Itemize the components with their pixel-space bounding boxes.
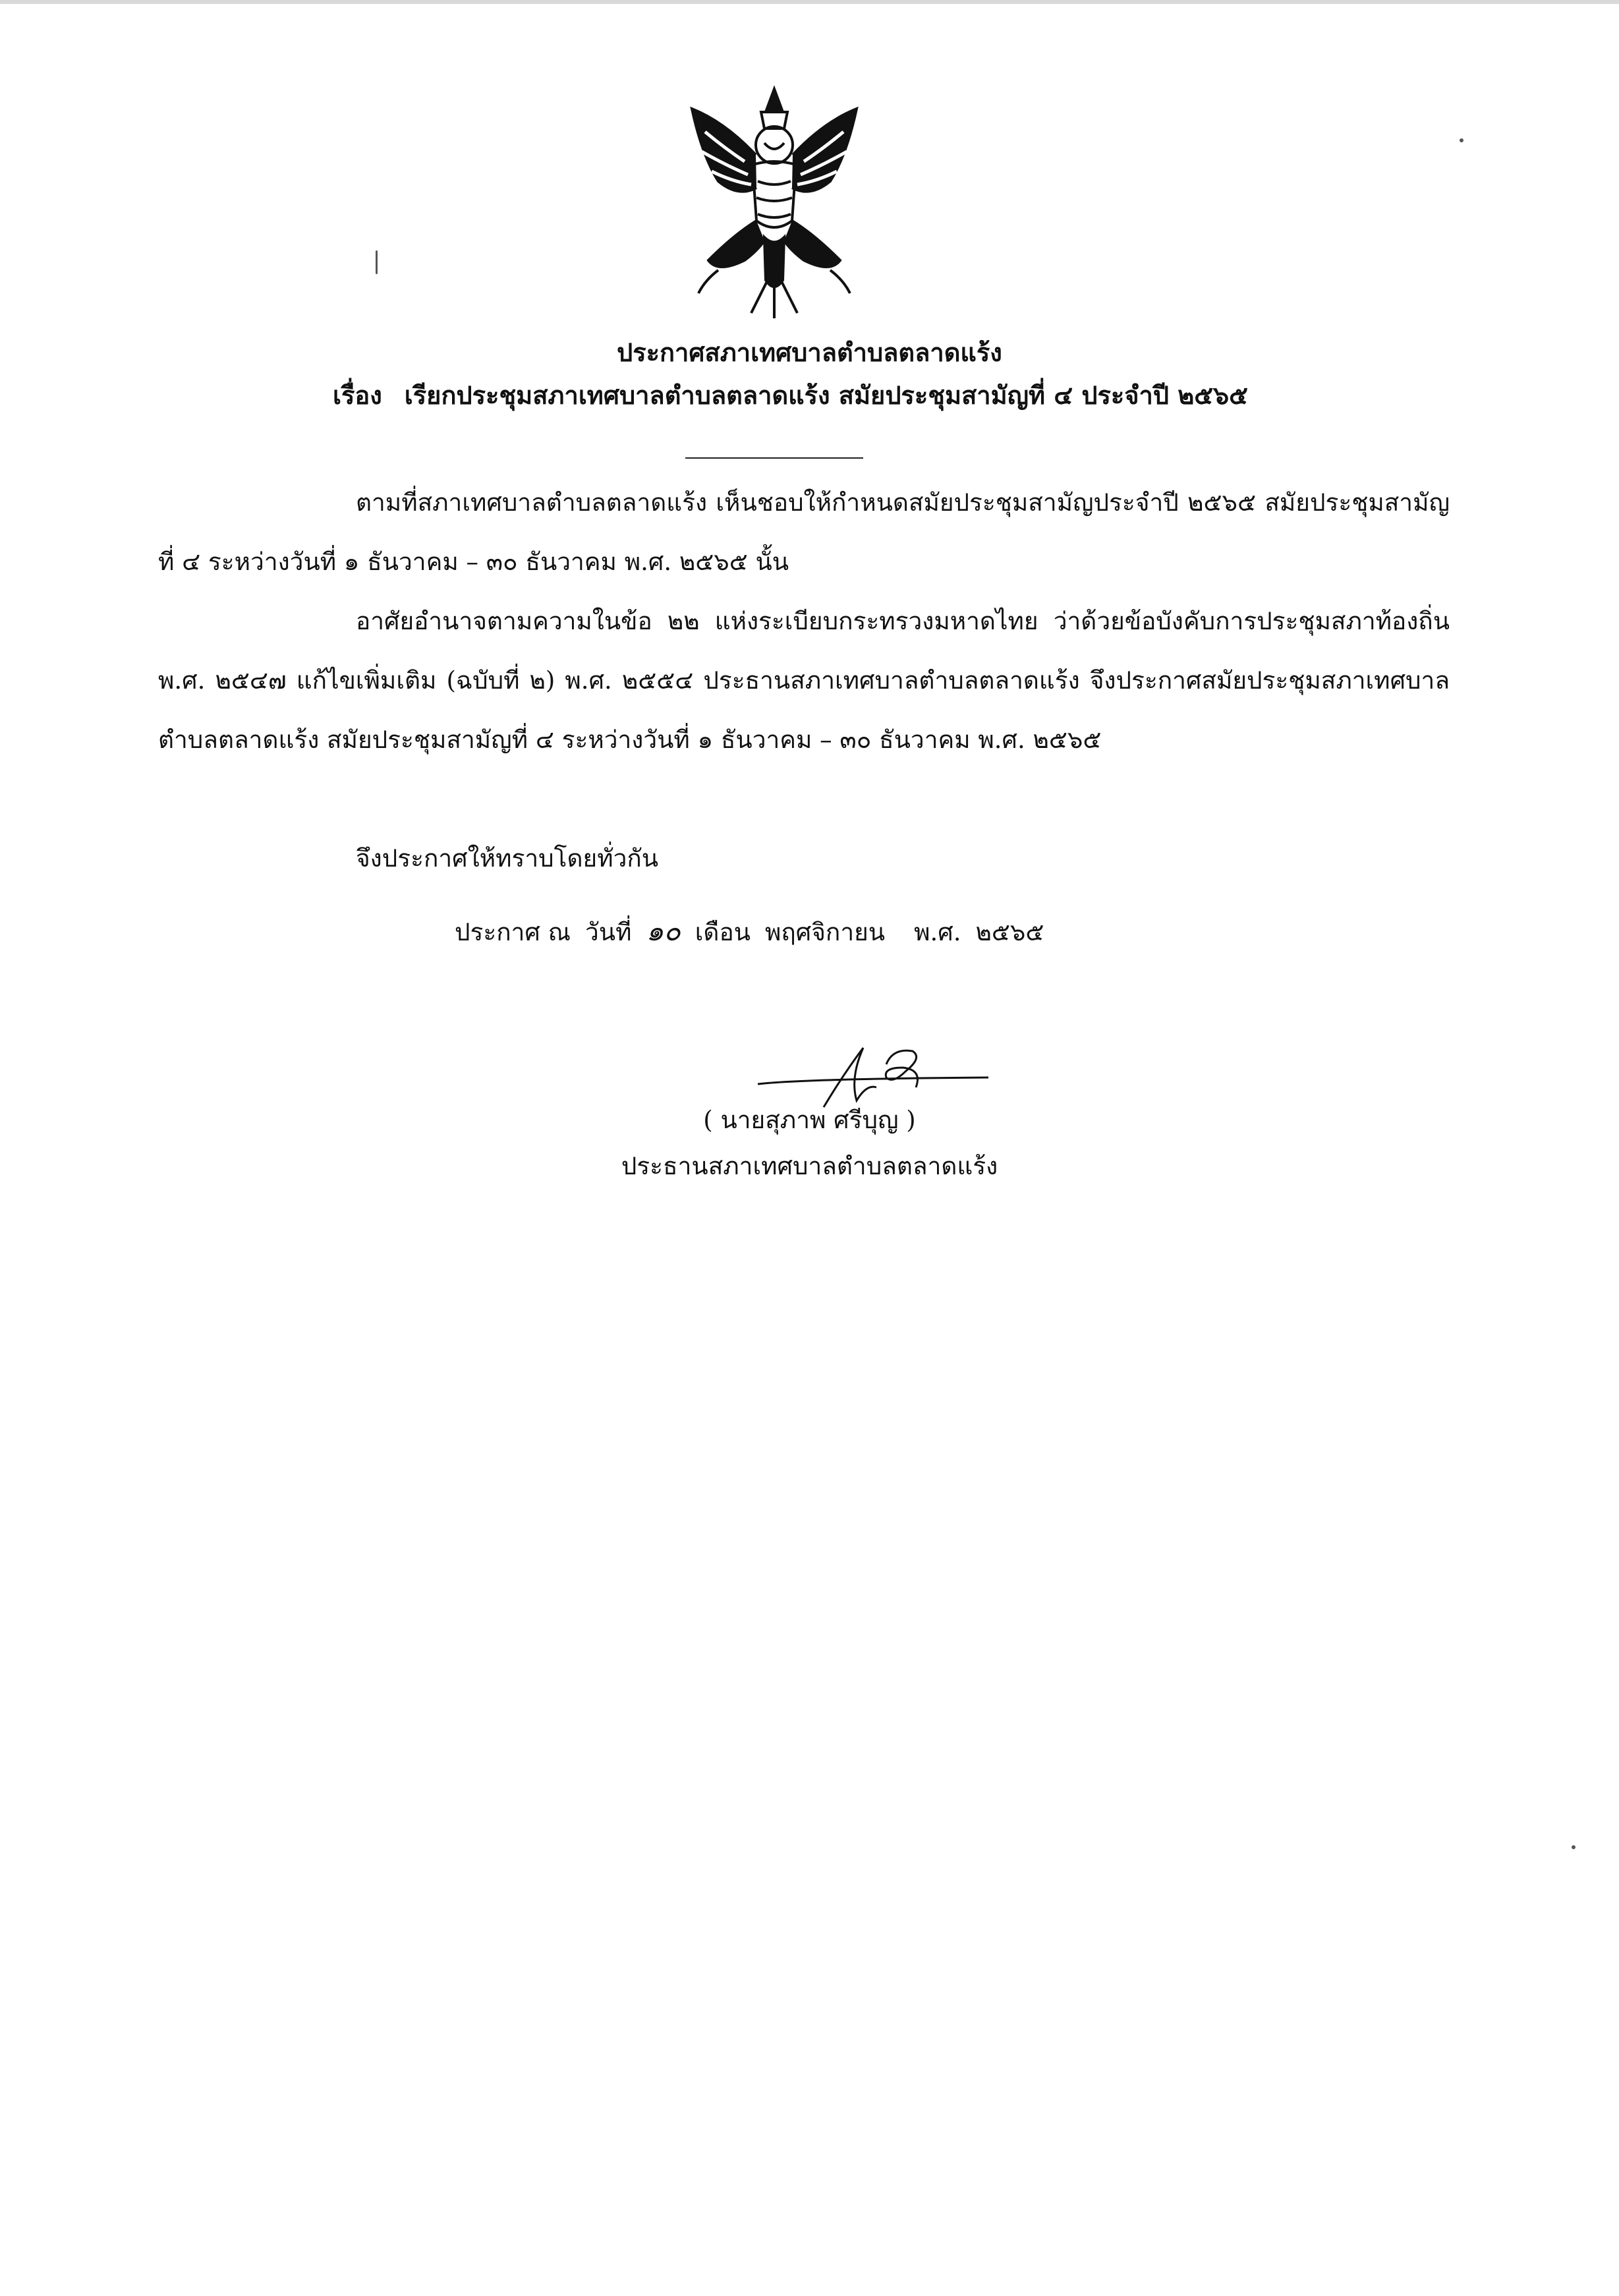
paragraph-2 (158, 592, 1450, 770)
subject-line (333, 376, 1453, 415)
divider-rule (685, 457, 863, 459)
paragraph-2-text: อาศัยอำนาจตามความในข้อ ๒๒ แห่งระเบียบกระทรวงมหาดไทย ว่าด้วยข้อบังคับการประชุมสภาท้องถิ่น พ.ศ. ๒๕๔๗ แก้ไขเพิ่มเติม (ฉบับที่ ๒) พ.ศ. ๒๕๕๔ ประธานสภาเทศบาลตำบลตลาดแร้ง จึงประกาศสมัยประชุมสภาเทศบาลตำบลตลาดแร้ง สมัยประชุมสามัญที่ ๔ ระหว่างวันที่ ๑ ธันวาคม – ๓๐ ธันวาคม พ.ศ. ๒๕๖๕ (158, 607, 1450, 754)
announce-date-line (455, 902, 1044, 962)
year-label: พ.ศ. (914, 918, 961, 946)
month-value: พฤศจิกายน (764, 918, 886, 946)
paragraph-3: จึงประกาศให้ทราบโดยทั่วกัน (356, 844, 659, 873)
signer-name: ( นายสุภาพ ศรีบุญ ) (703, 1106, 916, 1134)
subject-label: เรื่อง (333, 380, 382, 410)
signature-icon (751, 1038, 988, 1110)
announcement-title: ประกาศสภาเทศบาลตำบลตลาดแร้ง (617, 337, 1002, 367)
month-label: เดือน (695, 918, 751, 946)
scan-edge (0, 0, 1619, 4)
subject-text: เรียกประชุมสภาเทศบาลตำบลตลาดแร้ง สมัยประชุมสามัญที่ ๔ ประจำปี ๒๕๖๕ (404, 380, 1248, 410)
signer-position: ประธานสภาเทศบาลตำบลตลาดแร้ง (621, 1152, 998, 1180)
paragraph-1-text: ตามที่สภาเทศบาลตำบลตลาดแร้ง เห็นชอบให้กำหนดสมัยประชุมสามัญประจำปี ๒๕๖๕ สมัยประชุมสามัญที่ ๔ ระหว่างวันที่ ๑ ธันวาคม – ๓๐ ธันวาคม พ.ศ. ๒๕๖๕ นั้น (158, 488, 1450, 576)
paragraph-1 (158, 473, 1450, 592)
day-value: ๑๐ (646, 915, 681, 947)
day-label: วันที่ (585, 918, 632, 946)
scan-speck (1572, 1845, 1576, 1849)
garuda-emblem-icon (679, 82, 870, 323)
year-value: ๒๕๖๕ (975, 918, 1044, 946)
scan-speck (376, 250, 378, 274)
scan-speck (1460, 138, 1463, 142)
announce-prefix: ประกาศ ณ (455, 918, 571, 946)
